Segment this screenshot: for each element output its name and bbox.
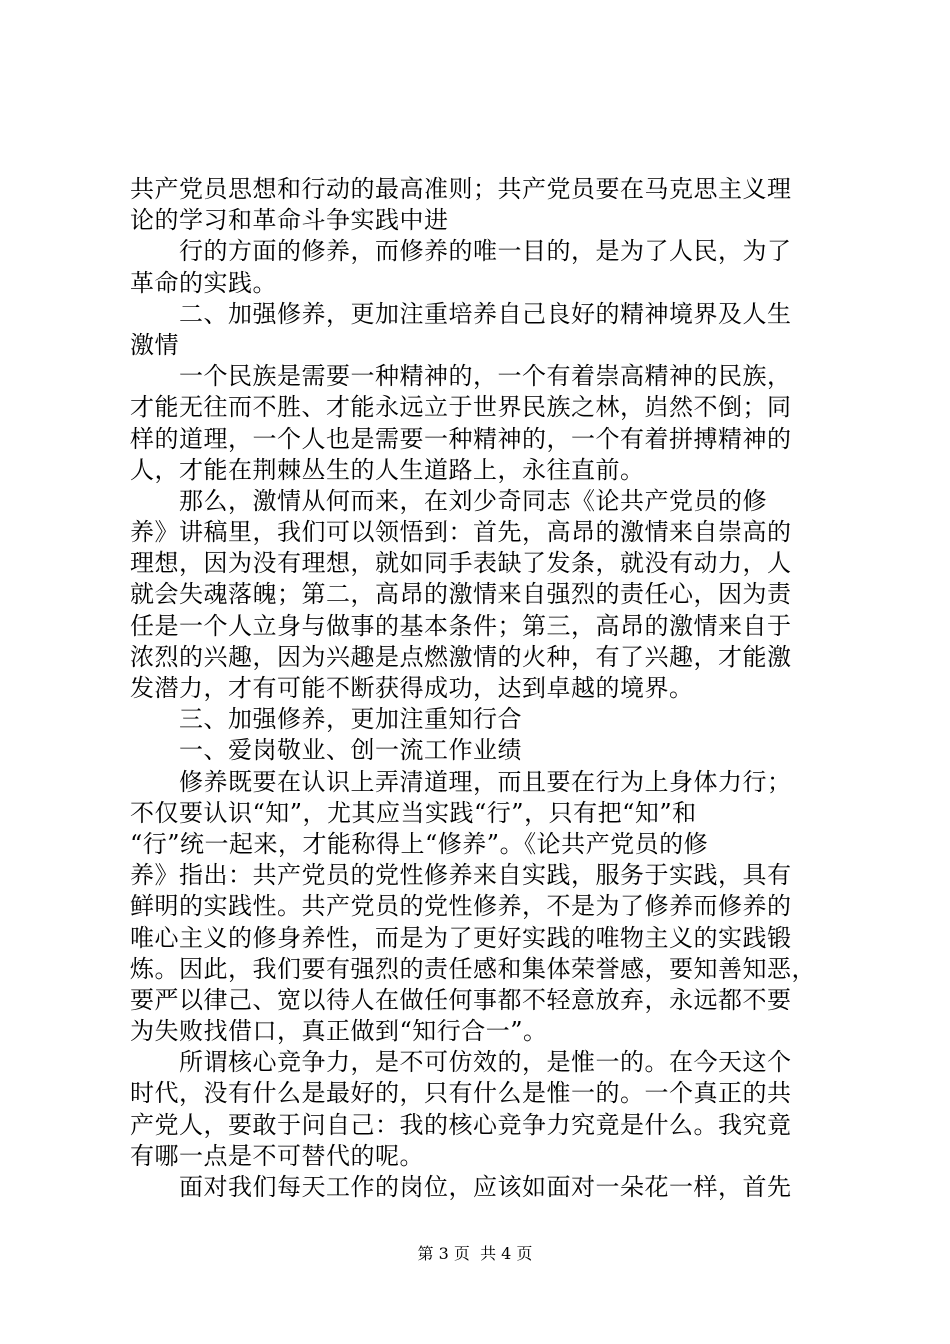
text-line-30: 时代，没有什么是最好的，只有什么是惟一的。一个真正的共 — [130, 1079, 792, 1108]
text-line-27: 要严以律己、宽以待人在做任何事都不轻意放弃，永远都不要 — [130, 985, 792, 1014]
text-line-23: 养》指出：共产党员的党性修养来自实践，服务于实践，具有 — [130, 861, 792, 890]
text-line-7: 一个民族是需要一种精神的，一个有着崇高精神的民族， — [130, 362, 792, 391]
text-line-5: 二、加强修养，更加注重培养自己良好的精神境界及人生 — [130, 299, 792, 328]
text-line-21: 不仅要认识“知”，尤其应当实践“行”，只有把“知”和 — [130, 798, 697, 827]
text-line-14: 就会失魂落魄；第二，高昂的激情来自强烈的责任心，因为责 — [130, 580, 792, 609]
text-line-11: 那么，激情从何而来，在刘少奇同志《论共产党员的修 — [130, 486, 767, 515]
text-line-9: 样的道理，一个人也是需要一种精神的，一个有着拼搏精神的 — [130, 424, 792, 453]
text-line-19: 一、爱岗敬业、创一流工作业绩 — [130, 736, 522, 765]
text-line-24: 鲜明的实践性。共产党员的党性修养，不是为了修养而修养的 — [130, 892, 792, 921]
text-line-26: 炼。因此，我们要有强烈的责任感和集体荣誉感，要知善知恶， — [130, 954, 816, 983]
text-line-32: 有哪一点是不可替代的呢。 — [130, 1141, 424, 1170]
text-line-31: 产党人，要敢于问自己：我的核心竞争力究竟是什么。我究竟 — [130, 1110, 792, 1139]
text-line-4: 革命的实践。 — [130, 268, 277, 297]
text-line-28: 为失败找借口，真正做到“知行合一”。 — [130, 1017, 548, 1046]
text-line-33: 面对我们每天工作的岗位，应该如面对一朵花一样，首先 — [130, 1173, 792, 1201]
document-body — [130, 174, 836, 1203]
text-line-13: 理想，因为没有理想，就如同手表缺了发条，就没有动力，人 — [130, 549, 792, 578]
text-line-18: 三、加强修养，更加注重知行合 — [130, 705, 522, 734]
text-line-12: 养》讲稿里，我们可以领悟到：首先，高昂的激情来自崇高的 — [130, 518, 792, 547]
text-line-3: 行的方面的修养，而修养的唯一目的，是为了人民，为了 — [130, 237, 792, 266]
text-line-2: 论的学习和革命斗争实践中进 — [130, 206, 449, 235]
text-line-10: 人，才能在荆棘丛生的人生道路上，永往直前。 — [130, 455, 645, 484]
text-line-20: 修养既要在认识上弄清道理，而且要在行为上身体力行； — [130, 767, 792, 796]
page-number-footer: 第 3 页 共 4 页 — [417, 1244, 533, 1263]
text-line-15: 任是一个人立身与做事的基本条件；第三，高昂的激情来自于 — [130, 611, 792, 640]
text-line-1: 共产党员思想和行动的最高准则；共产党员要在马克思主义理 — [130, 175, 792, 203]
text-line-22: “行”统一起来，才能称得上“修养”。《论共产党员的修 — [130, 829, 709, 858]
text-line-6: 激情 — [130, 330, 179, 359]
text-line-8: 才能无往而不胜、才能永远立于世界民族之林，岿然不倒；同 — [130, 393, 792, 422]
text-line-29: 所谓核心竞争力，是不可仿效的，是惟一的。在今天这个 — [130, 1048, 792, 1077]
text-line-25: 唯心主义的修身养性，而是为了更好实践的唯物主义的实践锻 — [130, 923, 792, 952]
text-line-16: 浓烈的兴趣，因为兴趣是点燃激情的火种，有了兴趣，才能激 — [130, 642, 792, 671]
text-line-17: 发潜力，才有可能不断获得成功，达到卓越的境界。 — [130, 674, 694, 702]
